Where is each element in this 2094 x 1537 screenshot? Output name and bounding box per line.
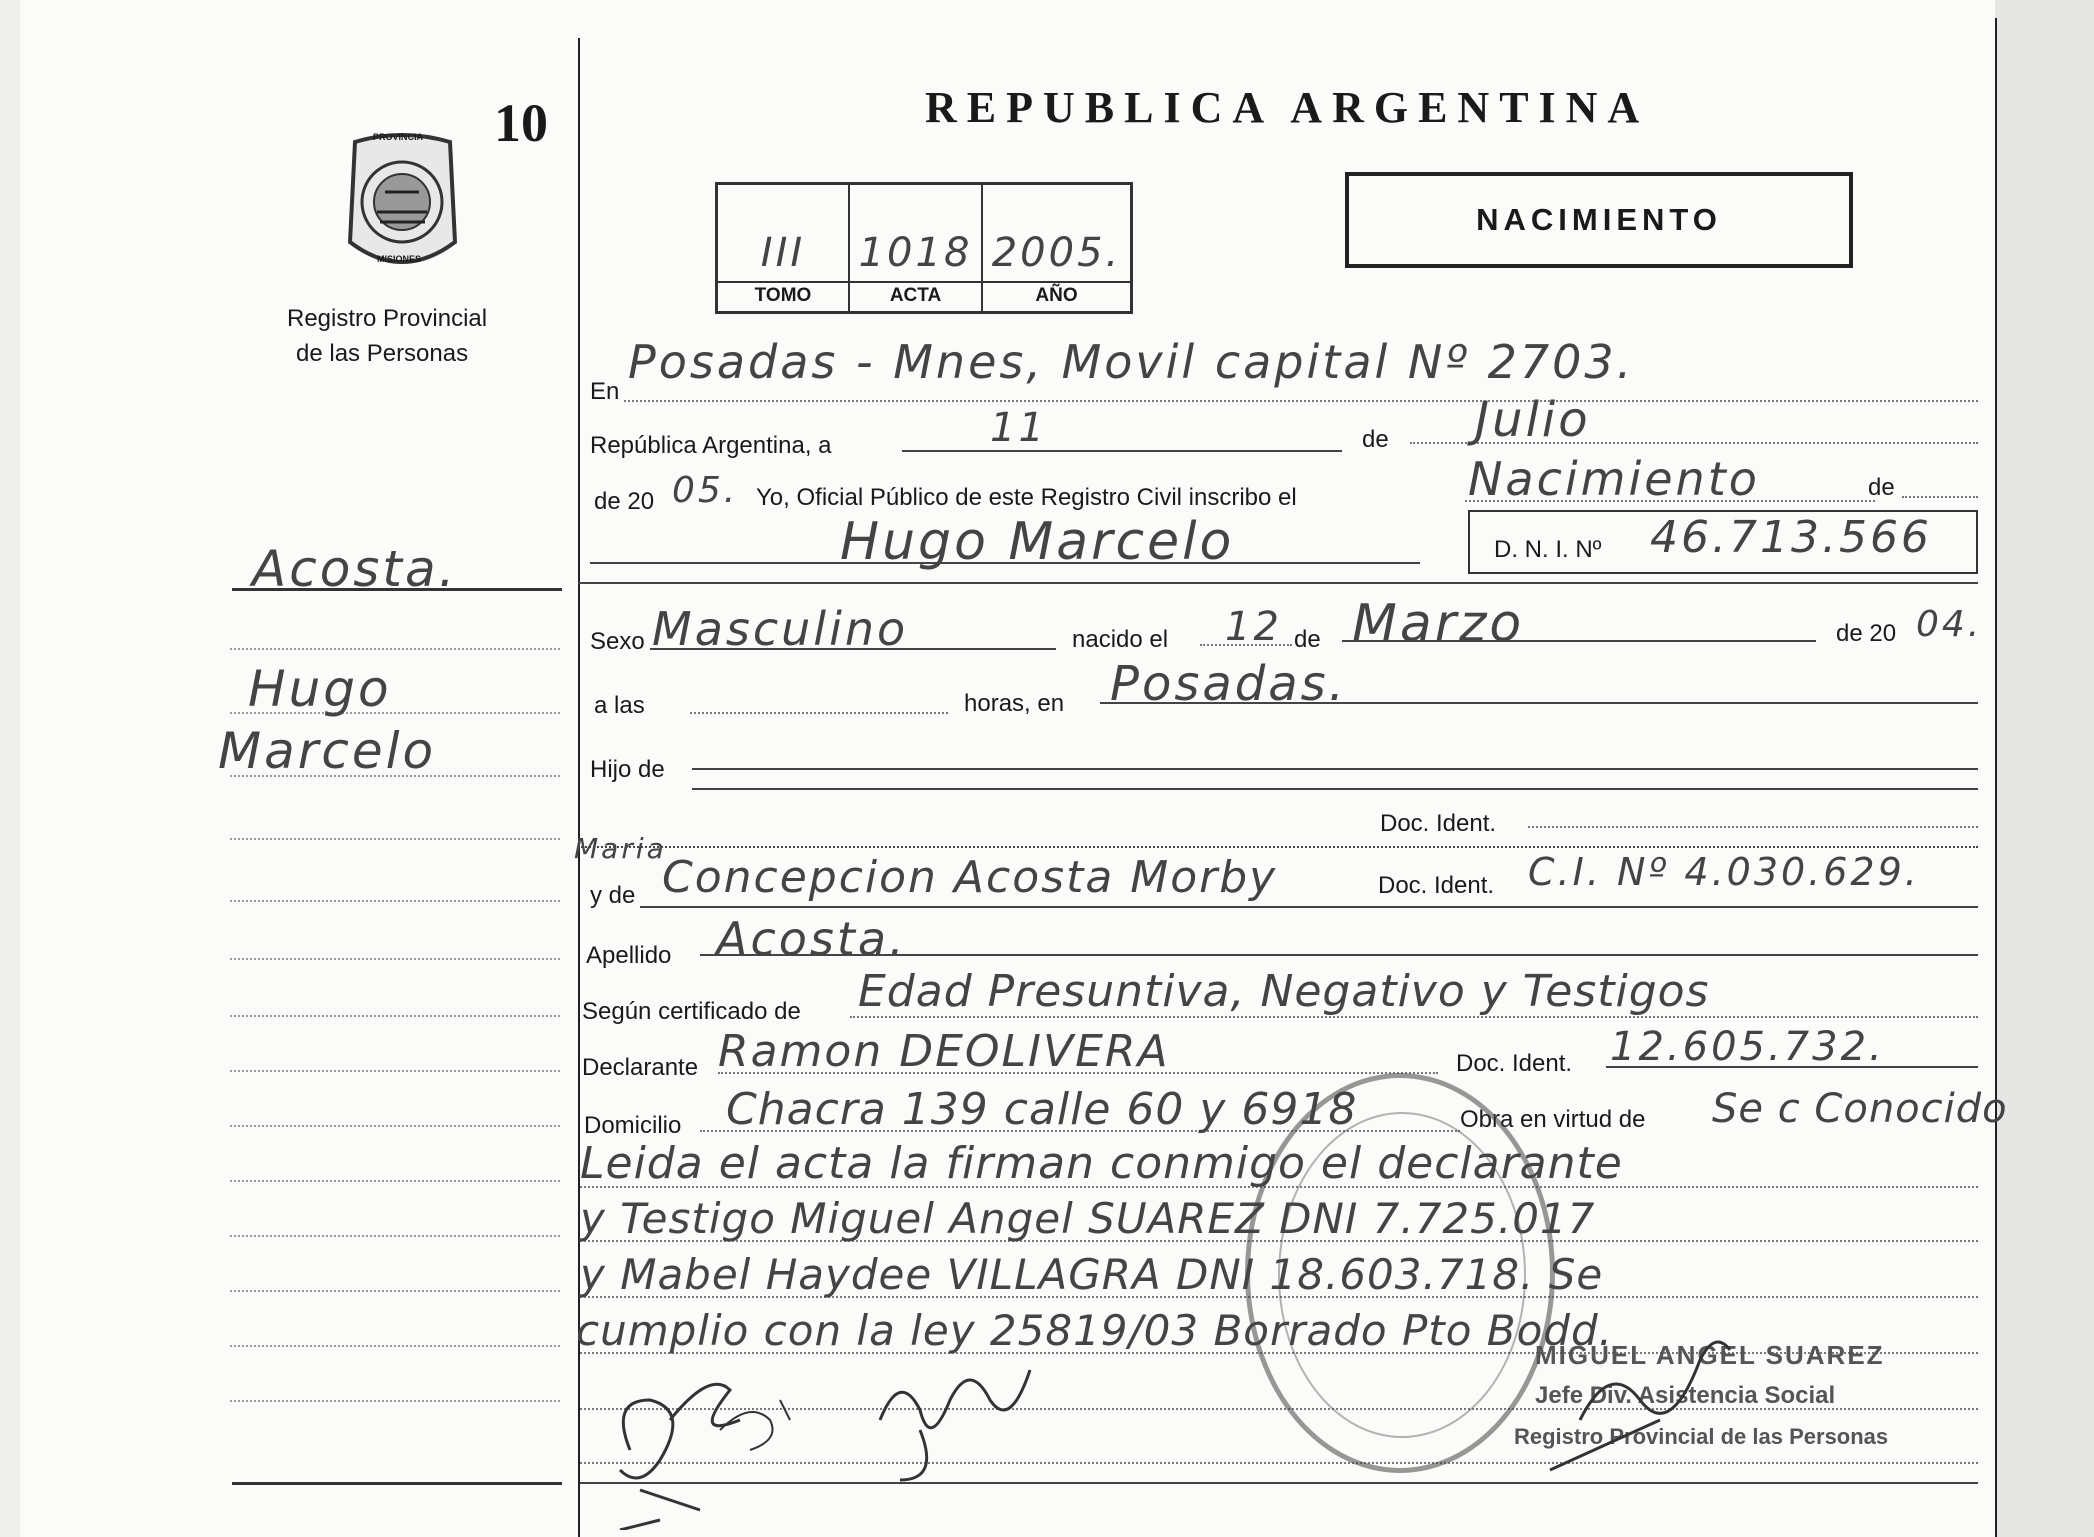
mother-label: y de (590, 882, 636, 909)
margin-rule (230, 900, 560, 902)
official-title: Jefe Div. Asistencia Social (1535, 1382, 1836, 1409)
alas-label: a las (594, 692, 645, 719)
month-value: Julio (1475, 392, 1591, 448)
margin-rule (230, 1180, 560, 1182)
father-line-2 (692, 788, 1978, 790)
horas-label: horas, en (964, 690, 1065, 717)
seal-top-text: PROVINCIA (373, 132, 424, 142)
margin-rule (230, 648, 560, 650)
dni-value: 46.713.566 (1650, 512, 1932, 563)
margin-given-name-1: Hugo (248, 660, 392, 718)
mother-note: Maria (574, 832, 667, 865)
tomo-acta-table (715, 182, 1133, 314)
tomo-label: TOMO (718, 281, 848, 307)
birth-month-value: Marzo (1352, 594, 1525, 654)
ano-label: AÑO (983, 281, 1130, 307)
father-doc-line (1528, 826, 1978, 828)
official-name: MIGUEL ANGEL SUAREZ (1535, 1340, 1885, 1370)
declarante-doc-label: Doc. Ident. (1456, 1050, 1573, 1077)
text-line-3: y Mabel Haydee VILLAGRA DNI 18.603.718. Se (580, 1250, 1604, 1299)
inscribo-de-label: de (1868, 474, 1895, 501)
declarante-doc-value: 12.605.732. (1610, 1024, 1885, 1070)
name-value: Hugo Marcelo (840, 512, 1235, 572)
declarante-label: Declarante (582, 1054, 699, 1081)
domicilio-label: Domicilio (584, 1112, 682, 1139)
apellido-value: Acosta. (716, 912, 907, 966)
inscribo-value: Nacimiento (1468, 452, 1760, 506)
margin-given-name-2: Marcelo (218, 722, 437, 780)
sexo-value: Masculino (652, 602, 909, 656)
page-border-right (1995, 18, 1997, 1537)
father-line (692, 768, 1978, 770)
day-value: 11 (990, 405, 1047, 451)
tomo-cell (718, 185, 850, 311)
obra-label: Obra en virtud de (1460, 1106, 1646, 1133)
place-value: Posadas. (1110, 656, 1347, 712)
tomo-value: III (760, 230, 806, 276)
seal-bottom-text: MISIONES (377, 254, 422, 264)
birth-de-label: de (1294, 626, 1321, 653)
domicilio-value: Chacra 139 calle 60 y 6918 (726, 1084, 1358, 1135)
mother-doc-value: C.I. Nº 4.030.629. (1528, 850, 1920, 894)
section-rule (578, 582, 1978, 584)
father-doc-label: Doc. Ident. (1380, 810, 1497, 837)
margin-rule (230, 1235, 560, 1237)
signature-declarante (860, 1340, 1040, 1490)
margin-surname: Acosta. (252, 540, 458, 598)
margin-rule (230, 838, 560, 840)
margin-rule (230, 958, 560, 960)
mother-line (640, 906, 1978, 908)
apellido-label: Apellido (586, 942, 672, 969)
page-edge (1995, 0, 2094, 1537)
tomo-number: 10 (494, 93, 548, 153)
ano-value: 2005. (991, 230, 1122, 276)
month-de-label: de (1362, 426, 1389, 453)
record-type-box: NACIMIENTO (1345, 172, 1853, 268)
text-line-4: cumplio con la ley 25819/03 Borrado Pto Bodd. (576, 1306, 1613, 1355)
margin-rule (230, 1400, 560, 1402)
birth-year-value: 04. (1916, 604, 1983, 645)
signature-official (600, 1360, 860, 1530)
alas-line (690, 712, 948, 714)
official-round-stamp (1245, 1073, 1555, 1473)
day-line (902, 450, 1342, 452)
margin-rule (232, 1482, 562, 1485)
year-value: 05. (672, 470, 739, 511)
stamp-inner-ring (1278, 1112, 1526, 1438)
inscribo-end-line (1902, 496, 1978, 498)
acta-label: ACTA (850, 281, 981, 307)
sexo-label: Sexo (590, 628, 645, 655)
margin-rule (230, 1125, 560, 1127)
acta-value: 1018 (858, 230, 973, 276)
ano-cell (983, 185, 1130, 311)
en-value: Posadas - Mnes, Movil capital Nº 2703. (628, 335, 1635, 389)
margin-rule (230, 1070, 560, 1072)
text-line-1: Leida el acta la firman conmigo el declarante (580, 1138, 1623, 1189)
birth-year-prefix: de 20 (1836, 620, 1897, 647)
acta-cell (850, 185, 983, 311)
year-prefix: de 20 (594, 488, 655, 515)
mother-value: Concepcion Acosta Morby (662, 852, 1278, 903)
declarante-value: Ramon DEOLIVERA (718, 1026, 1170, 1077)
text-line-2: y Testigo Miguel Angel SUAREZ DNI 7.725.017 (580, 1194, 1596, 1243)
section-rule (578, 846, 1978, 848)
margin-rule (230, 1290, 560, 1292)
republica-label: República Argentina, a (590, 432, 832, 459)
margin-rule (230, 1345, 560, 1347)
segun-value: Edad Presuntiva, Negativo y Testigos (858, 966, 1710, 1017)
official-office: Registro Provincial de las Personas (1514, 1424, 1889, 1449)
signature-witness (1540, 1300, 1740, 1480)
registry-line1: Registro Provincial (287, 305, 488, 332)
registry-line2: de las Personas (296, 340, 469, 367)
en-label: En (590, 378, 620, 405)
official-text: Yo, Oficial Público de este Registro Civil inscribo el (756, 484, 1297, 511)
nacido-label: nacido el (1072, 626, 1169, 653)
obra-value: Se c Conocido (1712, 1086, 2008, 1132)
mother-doc-label: Doc. Ident. (1378, 872, 1495, 899)
margin-rule (230, 1015, 560, 1017)
provincial-seal (335, 132, 470, 280)
en-line (624, 400, 1978, 402)
birth-day-value: 12 (1225, 604, 1282, 650)
hijo-label: Hijo de (590, 756, 665, 783)
segun-label: Según certificado de (582, 998, 801, 1025)
country-title: REPUBLICA ARGENTINA (925, 83, 1650, 132)
dni-label: D. N. I. Nº (1494, 536, 1602, 563)
